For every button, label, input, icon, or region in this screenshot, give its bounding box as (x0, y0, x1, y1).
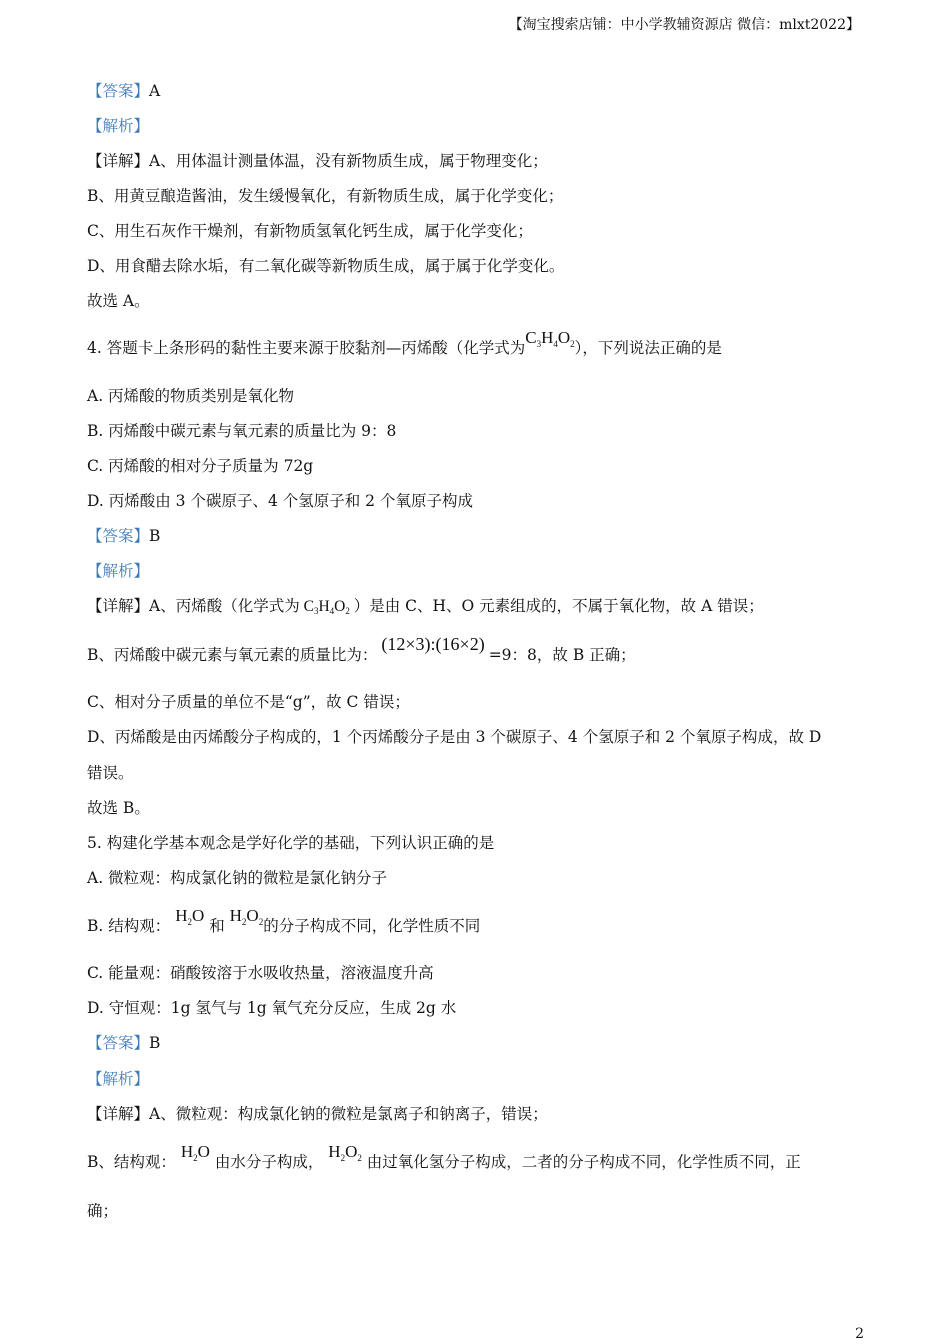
mass-ratio-formula: (12×3):(16×2) (381, 634, 485, 654)
q4-analysis-tag: 【解析】 (87, 562, 150, 580)
q3-conclusion: 故选 A。 (87, 292, 150, 310)
q5-detail-2 (87, 1142, 801, 1178)
formula-o-count: 2 (357, 1153, 362, 1163)
hydrogen-peroxide-formula (328, 1142, 362, 1161)
q5-option-b-part-b: 的分子构成不同，化学性质不同 (263, 917, 481, 935)
formula-h-count: 2 (340, 1153, 346, 1163)
q4-answer: B (149, 527, 161, 545)
q5-option-b (87, 906, 481, 942)
answer-tag: 【答案】 (87, 82, 150, 100)
formula-h: H (318, 598, 330, 615)
formula-o-count: 2 (258, 917, 264, 927)
formula-h: H (175, 906, 188, 925)
detail-tag: 【详解】 (87, 1105, 150, 1123)
detail-tag: 【详解】 (87, 152, 150, 170)
q4-detail-4: D、丙烯酸是由丙烯酸分子构成的，1 个丙烯酸分子是由 3 个碳原子、4 个氢原子和 2 个氧原子构成，故 D (87, 728, 822, 746)
q5-option-a: A. 微粒观：构成氯化钠的微粒是氯化钠分子 (87, 869, 388, 887)
q4-detail-2-part-b: =9：8，故 B 正确； (488, 646, 636, 664)
water-formula (181, 1142, 210, 1161)
q5-option-c: C. 能量观：硝酸铵溶于水吸收热量，溶液温度升高 (87, 964, 434, 982)
formula-h-count: 2 (241, 917, 247, 927)
q4-detail-2 (87, 634, 636, 665)
q3-detail-1-text: A、用体温计测量体温，没有新物质生成，属于物理变化； (149, 152, 548, 170)
q4-option-d: D. 丙烯酸由 3 个碳原子、4 个氢原子和 2 个氧原子构成 (87, 492, 473, 510)
answer-tag: 【答案】 (87, 527, 150, 545)
q4-detail-3: C、相对分子质量的单位不是“g”，故 C 错误； (87, 693, 410, 711)
formula-o: O (197, 1142, 210, 1161)
formula-o: O (246, 906, 259, 925)
formula-c-count: 3 (536, 339, 542, 349)
detail-tag: 【详解】 (87, 597, 150, 615)
q4-detail-4-continued: 错误。 (87, 764, 134, 782)
q4-option-a: A. 丙烯酸的物质类别是氧化物 (87, 387, 295, 405)
page-header: 【淘宝搜索店铺：中小学教辅资源店 微信：mlxt2022】 (508, 17, 860, 33)
formula-h-count: 2 (187, 917, 192, 927)
q5-option-d: D. 守恒观：1g 氢气与 1g 氧气充分反应，生成 2g 水 (87, 999, 457, 1017)
answer-tag: 【答案】 (87, 1034, 150, 1052)
q4-stem (87, 328, 722, 364)
q5-detail-2-part-b: 由水分子构成， (214, 1153, 324, 1171)
q3-detail-4: D、用食醋去除水垢，有二氧化碳等新物质生成，属于属于化学变化。 (87, 257, 565, 275)
q5-detail-2-continued: 确； (87, 1202, 119, 1220)
q3-answer: A (149, 82, 161, 100)
q3-detail-1 (87, 151, 548, 171)
q5-detail-2-part-c: 由过氧化氢分子构成，二者的分子构成不同，化学性质不同，正 (366, 1153, 801, 1171)
q4-detail-2-part-a: B、丙烯酸中碳元素与氧元素的质量比为： (87, 646, 378, 664)
q5-analysis-tag: 【解析】 (87, 1070, 150, 1088)
q5-detail-1 (87, 1104, 548, 1124)
q4-answer-line (87, 526, 160, 546)
formula-o-count: 2 (570, 339, 575, 349)
q5-option-b-part-a: B. 结构观： (87, 917, 171, 935)
formula-c: C (303, 598, 314, 615)
q4-formula (525, 328, 574, 347)
q4-detail-1-part-a: A、丙烯酸（化学式为 (149, 597, 300, 615)
q4-conclusion: 故选 B。 (87, 799, 150, 817)
q5-detail-2-part-a: B、结构观： (87, 1153, 176, 1171)
formula-o: O (191, 906, 205, 925)
formula-h-count: 2 (193, 1153, 198, 1163)
hydrogen-peroxide-formula (230, 906, 264, 925)
q5-option-b-and: 和 (209, 917, 225, 935)
q4-inline-formula (300, 598, 354, 615)
q4-detail-1-part-b: ）是由 C、H、O 元素组成的，不属于氧化物，故 A 错误； (353, 597, 764, 615)
formula-o: O (557, 328, 571, 347)
water-formula (175, 906, 204, 925)
q4-option-c: C. 丙烯酸的相对分子质量为 72g (87, 457, 314, 475)
page-number: 2 (855, 1326, 864, 1342)
formula-h-count: 4 (553, 339, 558, 349)
q4-stem-part-a: 4. 答题卡上条形码的黏性主要来源于胶黏剂—丙烯酸（化学式为 (87, 339, 526, 357)
formula-h: H (541, 328, 554, 347)
formula-o: O (345, 1142, 358, 1161)
q4-detail-1 (87, 596, 764, 621)
formula-h-count: 4 (329, 606, 335, 616)
formula-h: H (229, 906, 242, 925)
formula-h: H (180, 1142, 194, 1161)
q5-stem: 5. 构建化学基本观念是学好化学的基础，下列认识正确的是 (87, 834, 495, 852)
formula-h: H (328, 1142, 341, 1161)
formula-c-count: 3 (313, 606, 319, 616)
formula-o-count: 2 (345, 606, 350, 616)
q5-detail-1-text: A、微粒观：构成氯化钠的微粒是氯离子和钠离子，错误； (149, 1105, 548, 1123)
formula-o: O (334, 598, 346, 615)
q3-detail-2: B、用黄豆酿造酱油，发生缓慢氧化，有新物质生成，属于化学变化； (87, 187, 564, 205)
q3-detail-3: C、用生石灰作干燥剂，有新物质氢氧化钙生成，属于化学变化； (87, 222, 533, 240)
formula-c: C (525, 328, 537, 347)
q4-option-b: B. 丙烯酸中碳元素与氧元素的质量比为 9：8 (87, 422, 397, 440)
q5-answer-line (87, 1033, 160, 1053)
q4-stem-part-b: ），下列说法正确的是 (574, 339, 722, 357)
q3-analysis-tag: 【解析】 (87, 117, 150, 135)
q3-answer-line (87, 81, 160, 101)
q5-answer: B (149, 1034, 161, 1052)
